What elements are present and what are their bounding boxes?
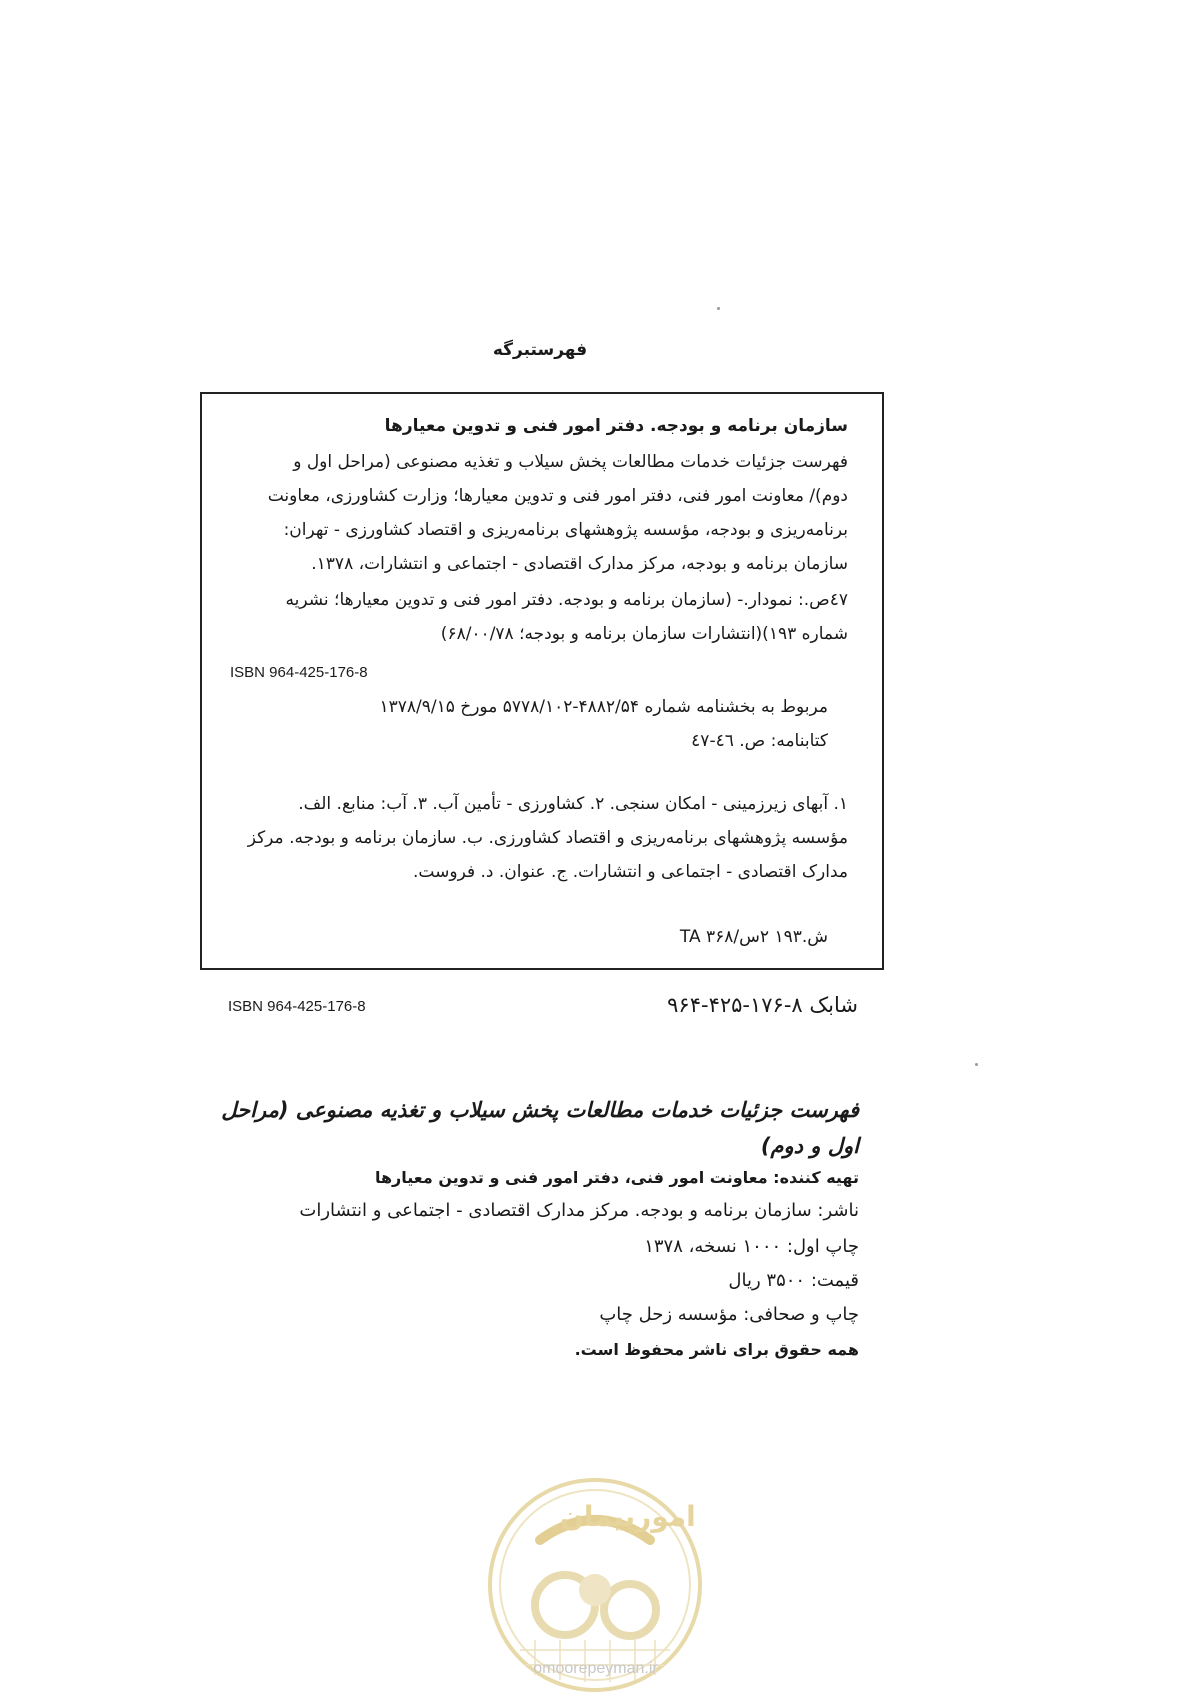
colophon-printing: چاپ و صحافی: مؤسسه زحل چاپ (599, 1304, 859, 1325)
catalog-call-number: ش.۱۹۳ ۲س/۳۶۸ TA (679, 927, 828, 947)
catalog-related-circular: مربوط به بخشنامه شماره ۴۸۸۲/۵۴-۵۷۷۸/۱۰۲ مورخ ۱۳۷۸/۹/۱۵ (379, 697, 828, 717)
catalog-line: ٤٧ص.: نمودار.- (سازمان برنامه و بودجه. دفتر امور فنی و تدوین معیارها؛ نشریه (285, 590, 848, 610)
catalog-isbn: ISBN 964-425-176-8 (230, 664, 368, 681)
catalog-subject-line: ۱. آبهای زیرزمینی - امکان سنجی. ۲. کشاورزی - تأمین آب. ۳. آب: منابع. الف. (298, 794, 848, 814)
watermark-url: omoorepeyman.ir (533, 1660, 658, 1677)
isbn-latin: ISBN 964-425-176-8 (228, 998, 366, 1015)
colophon-title-continued: اول و دوم) (760, 1134, 859, 1158)
catalog-line: دوم)/ معاونت امور فنی، دفتر امور فنی و تدوین معیارها؛ وزارت کشاورزی، معاونت (267, 486, 848, 506)
catalog-subject-line: مؤسسه پژوهشهای برنامه‌ریزی و اقتصاد کشاورزی. ب. سازمان برنامه و بودجه. مرکز (247, 828, 848, 848)
scan-speck (717, 307, 720, 310)
catalog-card (200, 392, 884, 970)
colophon-edition: چاپ اول: ۱۰۰۰ نسخه، ۱۳۷۸ (644, 1236, 859, 1257)
colophon-preparer: تهیه کننده: معاونت امور فنی، دفتر امور فنی و تدوین معیارها (374, 1168, 859, 1187)
catalog-heading: فهرستبرگه (492, 340, 588, 360)
colophon-rights: همه حقوق برای ناشر محفوظ است. (574, 1340, 859, 1359)
watermark-logo-text: امورپیمان (560, 1500, 696, 1533)
catalog-line: شماره ۱۹۳)(انتشارات سازمان برنامه و بودجه؛ ۶۸/۰۰/۷۸) (440, 624, 848, 644)
catalog-bibliography: کتابنامه: ص. ٤٦-٤٧ (691, 731, 828, 751)
isbn-persian: شابک ۸-۱۷۶-۴۲۵-۹۶۴ (667, 993, 858, 1017)
catalog-line: برنامه‌ریزی و بودجه، مؤسسه پژوهشهای برنامه‌ریزی و اقتصاد کشاورزی - تهران: (283, 520, 848, 540)
catalog-line: سازمان برنامه و بودجه، مرکز مدارک اقتصادی - اجتماعی و انتشارات، ۱۳۷۸. (311, 554, 848, 574)
colophon-price: قیمت: ۳۵۰۰ ریال (728, 1270, 859, 1291)
catalog-subject-line: مدارک اقتصادی - اجتماعی و انتشارات. ج. عنوان. د. فروست. (413, 862, 848, 882)
catalog-line: فهرست جزئیات خدمات مطالعات پخش سیلاب و تغذیه مصنوعی (مراحل اول و (293, 452, 848, 472)
catalog-author-line: سازمان برنامه و بودجه. دفتر امور فنی و تدوین معیارها (384, 416, 848, 436)
colophon-publisher: ناشر: سازمان برنامه و بودجه. مرکز مدارک اقتصادی - اجتماعی و انتشارات (299, 1200, 859, 1221)
colophon-title: فهرست جزئیات خدمات مطالعات پخش سیلاب و تغذیه مصنوعی (مراحل (221, 1098, 859, 1122)
scan-speck (975, 1063, 978, 1066)
